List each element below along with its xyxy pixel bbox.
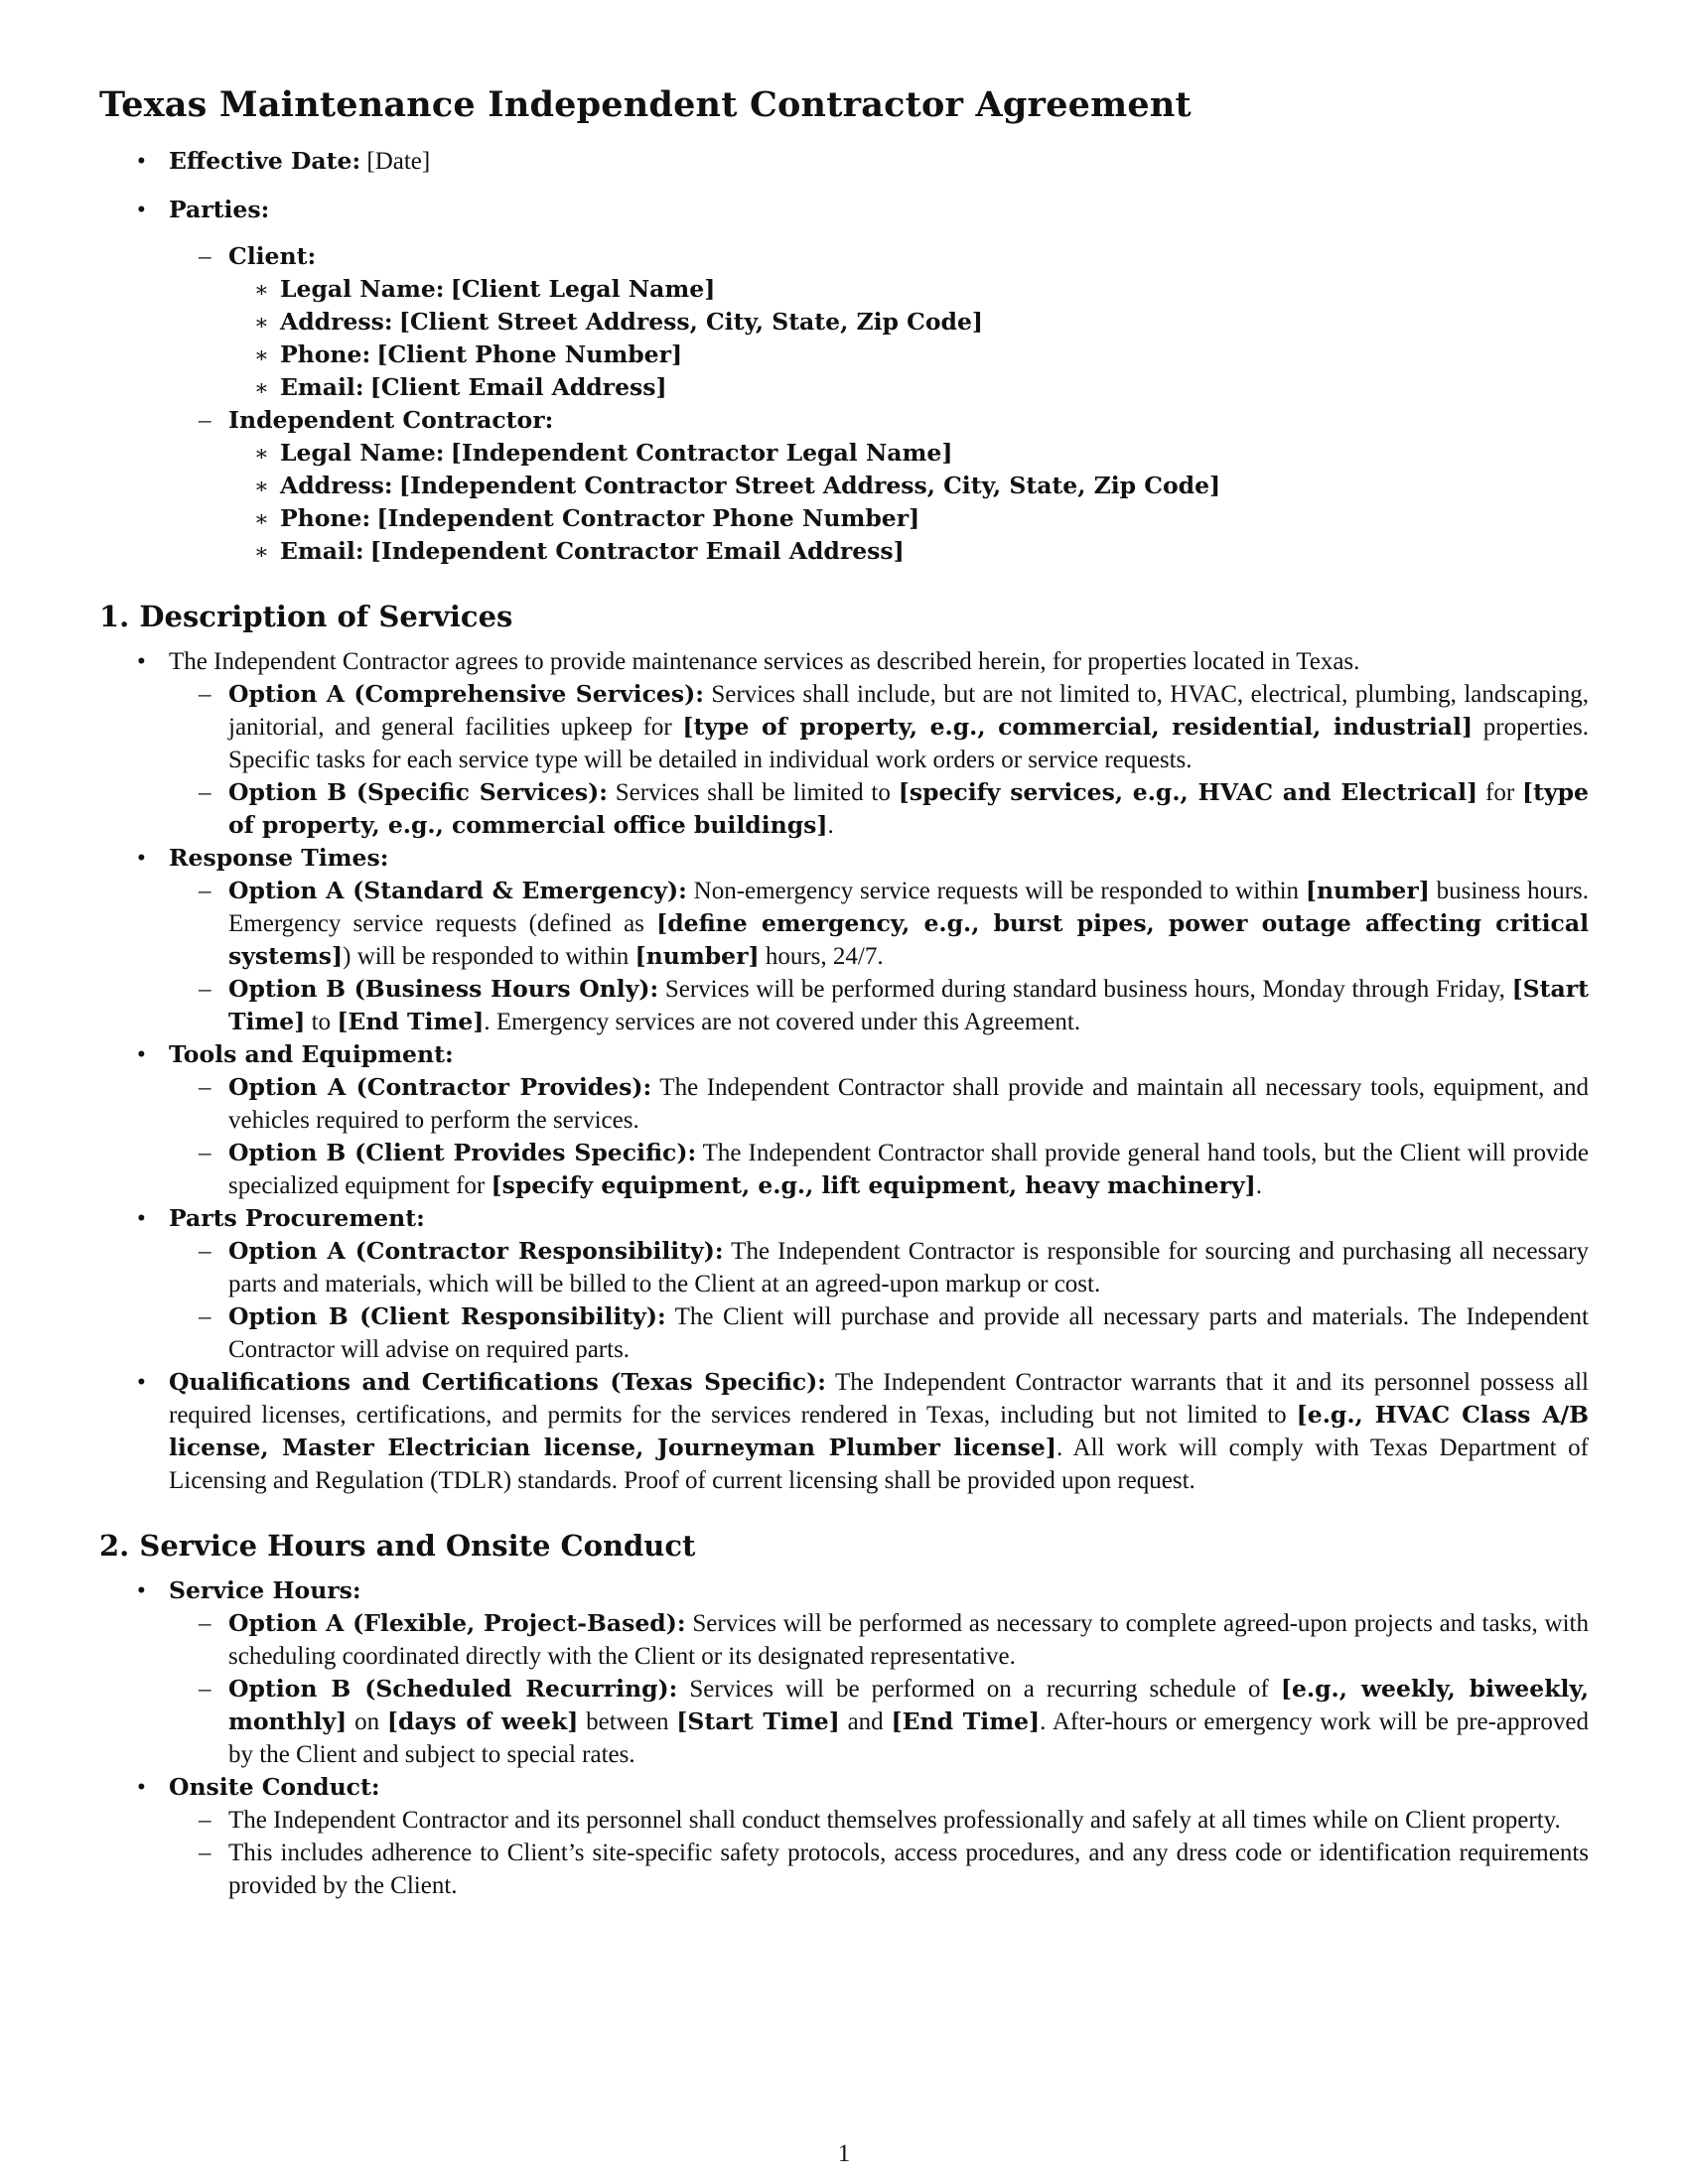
parts-option-b: – Option B (Client Responsibility): The Client will purchase and provide all necessary parts and materials. The Independent Contractor will advise on required parts. (169, 1300, 1589, 1366)
parties-label: Parties: (169, 196, 270, 223)
tools-equipment: • Tools and Equipment: – Option A (Contractor Provides): The Independent Contractor shall provide and maintain all necessary tools, equipment, and vehicles required to perform the services. – Option B (Client Provides Specific): The Independent Contractor shall provide general hand tools, but the Client will provide specialized equipment for [specify equipment, e.g., lift equipment, heavy machinery]. (99, 1038, 1589, 1202)
client-label: Client: (228, 242, 317, 270)
hours-options (169, 1607, 1589, 1771)
effective-date-label: Effective Date: (169, 147, 361, 175)
services-options (169, 678, 1589, 842)
hours-option-a: – Option A (Flexible, Project-Based): Services will be performed as necessary to complete agreed-upon projects and tasks, with scheduling coordinated directly with the Client or its designated representative. (169, 1607, 1589, 1673)
tools-option-a: – Option A (Contractor Provides): The Independent Contractor shall provide and maintain all necessary tools, equipment, and vehicles required to perform the services. (169, 1071, 1589, 1137)
service-hours: • Service Hours: – Option A (Flexible, Project-Based): Services will be performed as necessary to complete agreed-upon projects and tasks, with scheduling coordinated directly with the Client or its designated representative. – Option B (Scheduled Recurring): Services will be performed on a recurring schedule of [e.g., weekly, biweekly, monthly] on [days of week] between [Start Time] and [End Time]. After-hours or emergency work will be pre-approved by the Client and subject to special rates. (99, 1574, 1589, 1771)
services-intro: • The Independent Contractor agrees to provide maintenance services as described herein, for properties located in Texas. – Option A (Comprehensive Services): Services shall include, but are not limited to, HVAC, electrical, plumbing, landscaping, janitorial, and general facilities upkeep for [type of property, e.g., commercial, residential, industrial] properties. Specific tasks for each service type will be detailed in individual work orders or service requests. – Option B (Specific Services): Services shall be limited to [specify services, e.g., HVAC and Electrical] for [type of property, e.g., commercial office buildings]. (99, 645, 1589, 842)
section-1-list (99, 645, 1589, 1497)
contractor-party (169, 404, 1589, 568)
response-options (169, 875, 1589, 1038)
conduct-item-2: – This includes adherence to Client’s site-specific safety protocols, access procedures, and any dress code or identification requirements provided by the Client. (169, 1837, 1589, 1902)
page-number: 1 (837, 2140, 851, 2167)
section-1-heading: 1. Description of Services (99, 600, 513, 633)
contractor-label: Independent Contractor: (228, 406, 554, 434)
services-option-b: – Option B (Specific Services): Services shall be limited to [specify services, e.g., HVAC and Electrical] for [type of property, e.g., commercial office buildings]. (169, 776, 1589, 842)
tools-options (169, 1071, 1589, 1202)
document-page (99, 83, 1589, 1902)
parties-item (99, 194, 1589, 568)
contractor-email: ∗ Email: [Independent Contractor Email Address] (228, 535, 1589, 568)
response-option-b: – Option B (Business Hours Only): Services will be performed during standard business hours, Monday through Friday, [Start Time] to [End Time]. Emergency services are not covered under this Agreement. (169, 973, 1589, 1038)
client-address: ∗ Address: [Client Street Address, City, State, Zip Code] (228, 306, 1589, 339)
parts-procurement: • Parts Procurement: – Option A (Contractor Responsibility): The Independent Contractor is responsible for sourcing and purchasing all necessary parts and materials, which will be billed to the Client at an agreed-upon markup or cost. – Option B (Client Responsibility): The Client will purchase and provide all necessary parts and materials. The Independent Contractor will advise on required parts. (99, 1202, 1589, 1366)
client-phone: ∗ Phone: [Client Phone Number] (228, 339, 1589, 371)
parts-options (169, 1235, 1589, 1366)
services-option-a: – Option A (Comprehensive Services): Services shall include, but are not limited to, HVAC, electrical, plumbing, landscaping, janitorial, and general facilities upkeep for [type of property, e.g., commercial, residential, industrial] properties. Specific tasks for each service type will be detailed in individual work orders or service requests. (169, 678, 1589, 776)
tools-option-b: – Option B (Client Provides Specific): The Independent Contractor shall provide general hand tools, but the Client will provide specialized equipment for [specify equipment, e.g., lift equipment, heavy machinery]. (169, 1137, 1589, 1202)
client-party (169, 240, 1589, 404)
parts-option-a: – Option A (Contractor Responsibility): The Independent Contractor is responsible for sourcing and purchasing all necessary parts and materials, which will be billed to the Client at an agreed-upon markup or cost. (169, 1235, 1589, 1300)
qualifications: • Qualifications and Certifications (Texas Specific): The Independent Contractor warrants that it and its personnel possess all required licenses, certifications, and permits for the services rendered in Texas, including but not limited to [e.g., HVAC Class A/B license, Master Electrician license, Journeyman Plumber license]. All work will comply with Texas Department of Licensing and Regulation (TDLR) standards. Proof of current licensing shall be provided upon request. (99, 1366, 1589, 1497)
response-times: • Response Times: – Option A (Standard & Emergency): Non-emergency service requests will be responded to within [number] business hours. Emergency service requests (defined as [define emergency, e.g., burst pipes, power outage affecting critical systems]) will be responded to within [number] hours, 24/7. – Option B (Business Hours Only): Services will be performed during standard business hours, Monday through Friday, [Start Time] to [End Time]. Emergency services are not covered under this Agreement. (99, 842, 1589, 1038)
client-legal-name: ∗ Legal Name: [Client Legal Name] (228, 273, 1589, 306)
parties-list (169, 240, 1589, 568)
section-2-list (99, 1574, 1589, 1902)
contractor-phone: ∗ Phone: [Independent Contractor Phone Number] (228, 502, 1589, 535)
conduct-item-1: – The Independent Contractor and its personnel shall conduct themselves professionally and safely at all times while on Client property. (169, 1804, 1589, 1837)
client-email: ∗ Email: [Client Email Address] (228, 371, 1589, 404)
effective-date-item (99, 145, 1589, 178)
conduct-items (169, 1804, 1589, 1902)
document-title: Texas Maintenance Independent Contractor Agreement (99, 84, 1192, 125)
section-2-heading: 2. Service Hours and Onsite Conduct (99, 1529, 696, 1563)
effective-date-value: [Date] (366, 148, 431, 175)
contractor-details (228, 437, 1589, 568)
header-list (99, 145, 1589, 568)
contractor-address: ∗ Address: [Independent Contractor Street Address, City, State, Zip Code] (228, 470, 1589, 502)
contractor-legal-name: ∗ Legal Name: [Independent Contractor Legal Name] (228, 437, 1589, 470)
response-option-a: – Option A (Standard & Emergency): Non-emergency service requests will be responded to within [number] business hours. Emergency service requests (defined as [define emergency, e.g., burst pipes, power outage affecting critical systems]) will be responded to within [number] hours, 24/7. (169, 875, 1589, 973)
client-details (228, 273, 1589, 404)
onsite-conduct: • Onsite Conduct: – The Independent Contractor and its personnel shall conduct themselves professionally and safely at all times while on Client property. – This includes adherence to Client’s site-specific safety protocols, access procedures, and any dress code or identification requirements provided by the Client. (99, 1771, 1589, 1902)
hours-option-b: – Option B (Scheduled Recurring): Services will be performed on a recurring schedule of [e.g., weekly, biweekly, monthly] on [days of week] between [Start Time] and [End Time]. After-hours or emergency work will be pre-approved by the Client and subject to special rates. (169, 1673, 1589, 1771)
